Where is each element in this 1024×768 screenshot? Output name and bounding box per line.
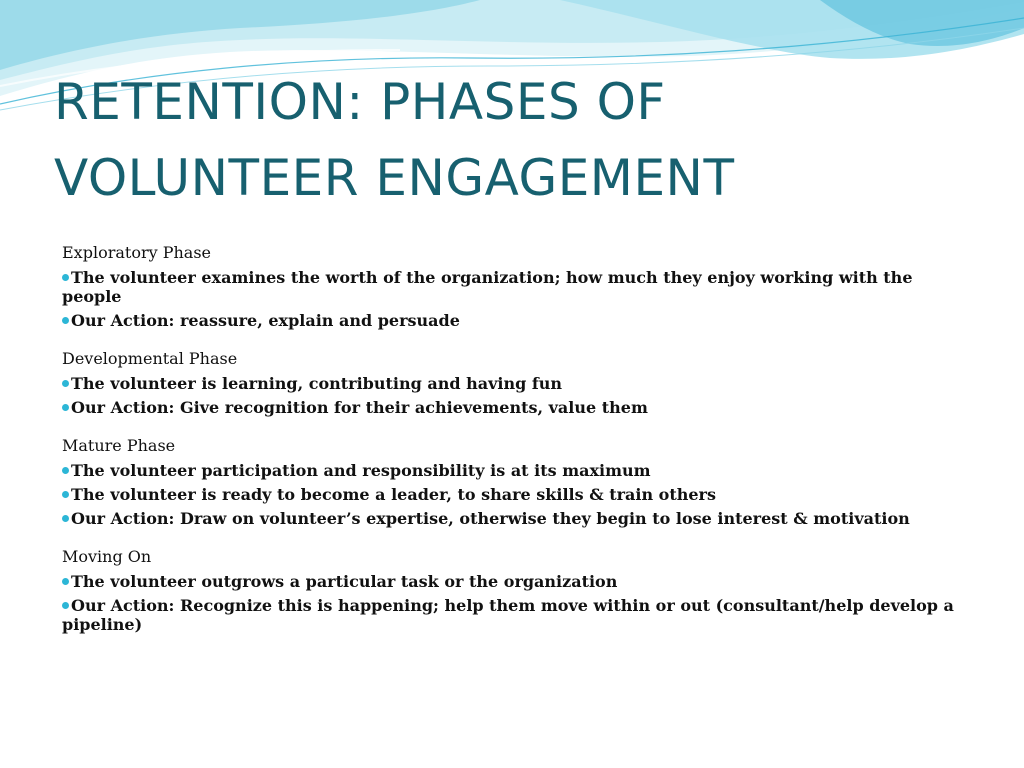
bullet-item (62, 268, 962, 306)
phase-bullet-list (62, 268, 962, 330)
bullet-text: The volunteer is ready to become a leader, to share skills & train others (71, 485, 716, 504)
phase-mature (62, 436, 962, 528)
bullet-item (62, 485, 962, 504)
phase-heading: Developmental Phase (62, 349, 238, 368)
phase-bullet-list (62, 461, 962, 528)
bullet-text: Our Action: Draw on volunteer’s expertise, otherwise they begin to lose interest & motivation (71, 509, 910, 528)
phase-bullet-list (62, 572, 962, 634)
phase-heading: Mature Phase (62, 436, 176, 455)
bullet-item (62, 311, 962, 330)
bullet-item (62, 596, 962, 634)
slide-title-line-2: VOLUNTEER ENGAGEMENT (54, 149, 735, 207)
bullet-item (62, 398, 962, 417)
bullet-item (62, 509, 962, 528)
bullet-dot-icon (62, 467, 69, 474)
bullet-text: Our Action: Recognize this is happening; help them move within or out (consultant/help develop a pipeline) (62, 596, 954, 634)
bullet-dot-icon (62, 515, 69, 522)
phase-heading: Moving On (62, 547, 152, 566)
bullet-text: The volunteer is learning, contributing and having fun (71, 374, 563, 393)
bullet-item (62, 374, 962, 393)
bullet-dot-icon (62, 578, 69, 585)
bullet-dot-icon (62, 317, 69, 324)
bullet-dot-icon (62, 380, 69, 387)
phase-moving-on (62, 547, 962, 634)
slide-title-line-1: RETENTION: PHASES OF (54, 73, 666, 131)
bullet-dot-icon (62, 274, 69, 281)
bullet-text: Our Action: reassure, explain and persuade (71, 311, 460, 330)
bullet-dot-icon (62, 404, 69, 411)
bullet-text: Our Action: Give recognition for their achievements, value them (71, 398, 648, 417)
phase-exploratory (62, 243, 962, 330)
phase-bullet-list (62, 374, 962, 417)
phase-heading: Exploratory Phase (62, 243, 212, 262)
bullet-text: The volunteer outgrows a particular task or the organization (71, 572, 618, 591)
bullet-dot-icon (62, 602, 69, 609)
bullet-dot-icon (62, 491, 69, 498)
bullet-text: The volunteer examines the worth of the organization; how much they enjoy working with the people (62, 268, 913, 306)
bullet-text: The volunteer participation and responsibility is at its maximum (71, 461, 651, 480)
phase-developmental (62, 349, 962, 417)
bullet-item (62, 572, 962, 591)
slide-title (54, 64, 994, 216)
slide-body (62, 243, 962, 639)
bullet-item (62, 461, 962, 480)
